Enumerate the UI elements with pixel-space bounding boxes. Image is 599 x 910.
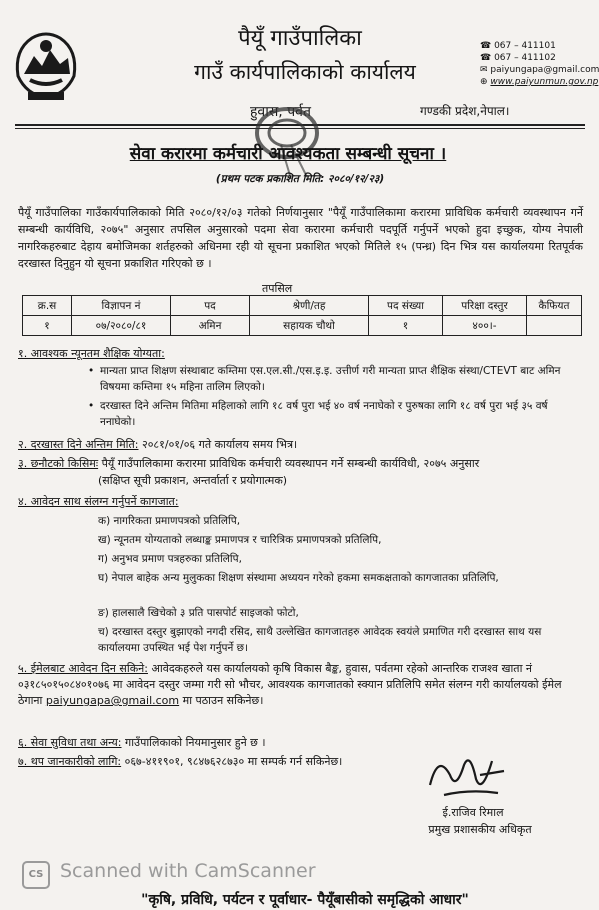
section-4-item: च) दरखास्त दस्तुर बुझाएको नगदी रसिद, साथै उल्लेखित कागजातहरु आवेदक स्वयंले प्रमाणित गरी दरखास्त साथ यस कार्यालयमा उपस्थित भई पेश गर्नुपर्ने छ। (98, 626, 542, 654)
office-name: गाउँ कार्यपालिकाको कार्यालय (194, 60, 416, 84)
table-caption: तपसिल (262, 282, 293, 295)
cell-level: सहायक चौथो (250, 316, 369, 336)
municipality-emblem-logo (10, 28, 82, 108)
office-province: गण्डकी प्रदेश,नेपाल। (420, 104, 510, 118)
cell-ad-no: ०७/२०८०/८१ (72, 316, 171, 336)
vacancy-table (22, 295, 582, 336)
camscanner-logo-icon: CS (22, 861, 50, 889)
cell-post: अमिन (171, 316, 250, 336)
signatory-name: ई.राजिव रिमाल (442, 806, 504, 819)
col-ad-no: विज्ञापन नं (72, 296, 171, 316)
table-row (23, 316, 582, 336)
table-header-row (23, 296, 582, 316)
cell-serial: १ (23, 316, 72, 336)
col-remarks: कैफियत (527, 296, 582, 316)
contact-block (480, 40, 599, 88)
section-3-sub: (सक्षिप्त सूची प्रकाशन, अन्तर्वार्ता र प्रयोगात्मक) (98, 474, 288, 487)
section-4-item: क) नागरिकता प्रमाणपत्रको प्रतिलिपि, (98, 515, 241, 527)
section-5-email-link[interactable]: paiyungapa@gmail.com (45, 694, 180, 707)
section-7: ७. थप जानकारीको लागि: ०६७-४११९०१, ९८४७६२८७३० मा सम्पर्क गर्न सकिनेछ। (18, 755, 343, 768)
section-1-bullet-2: • दरखास्त दिने अन्तिम मितिमा महिलाको लागि १८ वर्ष पुरा भई ४० वर्ष ननाघेको र पुरुषका लागि १८ वर्ष पुरा भई ३५ वर्ष ननाघेको। (100, 398, 580, 430)
section-4-item: ग) अनुभव प्रमाण पत्रहरुका प्रतिलिपि, (98, 553, 242, 565)
phone-1: ☎ 067 – 411101 (480, 41, 556, 51)
section-4-heading: ४. आवेदन साथ संलग्न गर्नुपर्ने कागजात: (18, 495, 179, 508)
phone-2: ☎ 067 – 411102 (480, 53, 556, 63)
municipality-name: पैयूँ गाउँपालिका (238, 26, 362, 51)
camscanner-watermark: Scanned with CamScanner (60, 860, 316, 882)
section-2: २. दरखास्त दिने अन्तिम मिति: २०८१/०१/०६ गते कार्यालय समय भित्र। (18, 438, 298, 451)
col-serial: क्र.स (23, 296, 72, 316)
col-count: पद संख्या (369, 296, 443, 316)
section-6: ६. सेवा सुविधा तथा अन्य: गाउँपालिकाको नियमानुसार हुने छ । (18, 736, 266, 749)
handwritten-signature (420, 745, 510, 805)
cell-remarks (527, 316, 582, 336)
signatory-title: प्रमुख प्रशासकीय अधिकृत (428, 823, 532, 836)
website[interactable]: ⊕ www.paiyunmun.gov.np (480, 77, 599, 87)
office-place: हुवास, पर्वत (250, 104, 311, 120)
email-icon: ✉ (480, 65, 491, 75)
cell-count: १ (369, 316, 443, 336)
phone-icon: ☎ (480, 53, 495, 63)
section-1-heading: १. आवश्यक न्यूनतम शैक्षिक योग्यता: (18, 347, 165, 360)
col-fee: परिक्षा दस्तुर (443, 296, 527, 316)
notice-title: सेवा करारमा कर्मचारी आवश्यकता सम्बन्धी सूचना । (129, 144, 447, 164)
email[interactable]: ✉ paiyungapa@gmail.com (480, 65, 599, 75)
cell-fee: ४००।- (443, 316, 527, 336)
publication-date: (प्रथम पटक प्रकाशित मिति: २०८०/१२/२३) (215, 173, 385, 185)
footer-slogan: "कृषि, प्रविधि, पर्यटन र पूर्वाधार- पैयूँबासीको समृद्धिको आधार" (141, 892, 469, 908)
notice-intro: पैयूँ गाउँपालिका गाउँकार्यपालिकाको मिति २०८०/१२/०३ गतेको निर्णयानुसार "पैयूँ गाउँपालिकामा करारमा प्राविधिक कर्मचारी व्यवस्थापन गर्ने सम्बन्धी कार्यविधि, २०७५" अनुसार तपसिल अनुसारको पदमा सेवा करारमा कर्मचारी पदपूर्ति गर्नुपर्ने भएको हुदा इच्छुक, योग्य नेपाली नागरिकहरुबाट देहाय बमोजिमका शर्तहरुको अधिनमा रही यो सूचना प्रकाशित भएको मितिले १५ (पन्ध्र) दिन भित्र यस कार्यालयमा रितपूर्वक दरखास्त दिनुहुन यो सूचना प्रकाशित गरिएको छ । (18, 206, 583, 270)
section-1-bullet-1: • मान्यता प्राप्त शिक्षण संस्थाबाट कम्तिमा एस.एल.सी./एस.इ.इ. उत्तीर्ण गरी मान्यता प्राप्त शैक्षिक संस्था/CTEVT बाट अमिन विषयमा कम्तिमा १५ महिना तालिम लिएको। (100, 363, 580, 395)
col-level: श्रेणी/तह (250, 296, 369, 316)
section-3: ३. छनौटको किसिमः पैयूँ गाउँपालिकामा करारमा प्राविधिक कर्मचारी व्यवस्थापन गर्ने सम्बन्धी कार्यविधी, २०७५ अनुसार (18, 457, 480, 470)
globe-icon: ⊕ (480, 77, 491, 87)
section-4-item: ख) न्यूनतम योग्यताको लब्धाङ्क प्रमाणपत्र र चारित्रिक प्रमाणपत्रको प्रतिलिपि, (98, 534, 382, 546)
col-post: पद (171, 296, 250, 316)
section-4-item: ङ) हालसालै खिचेको ३ प्रति पासपोर्ट साइजको फोटो, (98, 607, 299, 619)
section-4-item: घ) नेपाल बाहेक अन्य मुलुकका शिक्षण संस्थामा अध्ययन गरेको हकमा समकक्षताको कागजातका प्रतिलिपि, (98, 572, 499, 584)
section-5: ५. ईमेलबाट आवेदन दिन सकिने: आवेदकहरुले यस कार्यालयको कृषि विकास बैङ्क, हुवास, पर्वतमा रहेको आन्तरिक राजश्व खाता नं ०३१८५०१५०८४०१०७६ मा आवेदन दस्तुर जम्मा गरी सो भौचर, आवश्यक कागजातको स्क्यान प्रतिलिपि समेत संलग्न गरी कार्यालयको ईमेल ठेगाना paiyungapa@gmail.com मा पठाउन सकिनेछ। (18, 662, 562, 707)
phone-icon: ☎ (480, 41, 495, 51)
